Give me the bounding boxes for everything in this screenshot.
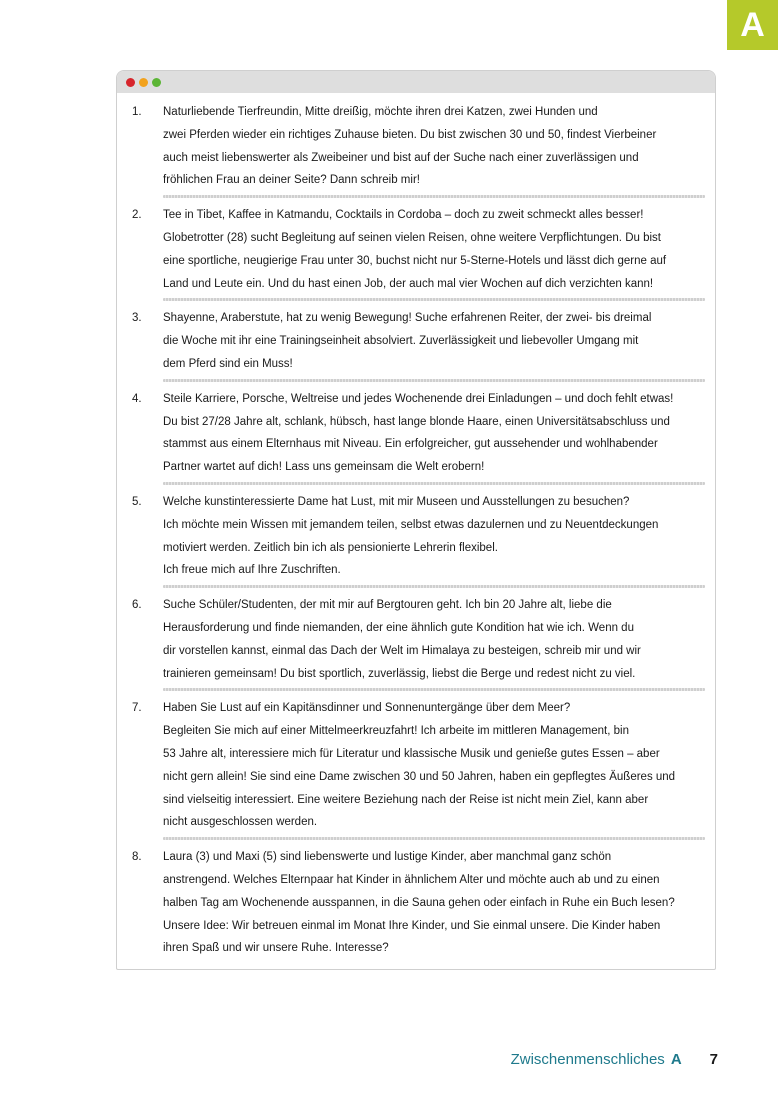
ad-text-line: Tee in Tibet, Kaffee in Katmandu, Cocktails in Cordoba – doch zu zweit schmeckt alles besser! xyxy=(163,209,644,222)
ad-text-line: Suche Schüler/Studenten, der mit mir auf Bergtouren geht. Ich bin 20 Jahre alt, liebe die xyxy=(163,599,612,612)
ad-text-line: Laura (3) und Maxi (5) sind liebenswerte und lustige Kinder, aber manchmal ganz schön xyxy=(163,851,612,864)
ad-number: 3. xyxy=(132,312,142,325)
ad-separator xyxy=(163,298,705,301)
ad-item xyxy=(117,697,717,834)
ad-text-line: eine sportliche, neugierige Frau unter 30, buchst nicht nur 5-Sterne-Hotels und lässt dich gerne auf xyxy=(163,254,667,267)
footer-section-title: Zwischenmenschliches xyxy=(510,1051,665,1068)
ad-text-line: Partner wartet auf dich! Lass uns gemeinsam die Welt erobern! xyxy=(163,461,485,474)
ad-text-line: nicht ausgeschlossen werden. xyxy=(163,816,318,829)
ad-text-line: Du bist 27/28 Jahre alt, schlank, hübsch, hast lange blonde Haare, einen Universitätsabschluss und xyxy=(163,415,670,428)
ad-number: 2. xyxy=(132,209,142,222)
ad-item xyxy=(117,594,717,685)
minimize-dot-icon xyxy=(139,78,148,87)
ad-text-line: ihren Spaß und wir unsere Ruhe. Interesse? xyxy=(163,942,389,955)
ad-text-line: Unsere Idee: Wir betreuen einmal im Monat Ihre Kinder, und Sie einmal unsere. Die Kinder haben xyxy=(163,919,661,932)
ad-separator xyxy=(163,195,705,198)
ad-number: 1. xyxy=(132,106,142,118)
ad-text-line: nicht gern allein! Sie sind eine Dame zwischen 30 und 50 Jahren, haben ein gepflegtes Äußeres und xyxy=(163,770,676,783)
ad-text-line: zwei Pferden wieder ein richtiges Zuhause bieten. Du bist zwischen 30 und 50, findest Vierbeiner xyxy=(163,128,657,141)
ad-text-line: dir vorstellen kannst, einmal das Dach der Welt im Himalaya zu besteigen, schreib mir und wir xyxy=(163,644,641,657)
ad-separator xyxy=(163,482,705,485)
ad-item xyxy=(117,307,717,375)
ad-item xyxy=(117,204,717,295)
chapter-tab: A xyxy=(727,0,778,50)
ad-number: 6. xyxy=(132,599,142,612)
window-titlebar xyxy=(117,71,715,93)
ad-number: 5. xyxy=(132,495,142,508)
ad-text-line: auch meist liebenswerter als Zweibeiner und bist auf der Suche nach einer zuverlässigen und xyxy=(163,151,639,164)
ad-text-line: Ich freue mich auf Ihre Zuschriften. xyxy=(163,564,341,577)
ad-separator xyxy=(163,585,705,588)
ad-text-line: stammst aus einem Elternhaus mit Niveau. Ein erfolgreicher, gut aussehender und wohlhabender xyxy=(163,438,658,451)
ad-number: 4. xyxy=(132,392,142,405)
ad-text-line: Ich möchte mein Wissen mit jemandem teilen, selbst etwas dazulernen und zu Neuentdeckungen xyxy=(163,518,659,531)
ad-text-line: Haben Sie Lust auf ein Kapitänsdinner und Sonnenuntergänge über dem Meer? xyxy=(163,702,571,715)
ad-list xyxy=(117,101,717,960)
ad-separator xyxy=(163,837,705,840)
ad-text-line: dem Pferd sind ein Muss! xyxy=(163,357,293,370)
ad-text-line: trainieren gemeinsam! Du bist sportlich, zuverlässig, liebst die Berge und redest nicht zu viel. xyxy=(163,667,636,680)
page-footer xyxy=(511,1048,718,1072)
ad-text-line: Land und Leute ein. Und du hast einen Job, der auch mal vier Wochen auf dich verzichten kann! xyxy=(163,277,654,290)
ad-item xyxy=(117,388,717,479)
ad-item xyxy=(117,101,717,192)
ad-text-line: fröhlichen Frau an deiner Seite? Dann schreib mir! xyxy=(163,174,420,187)
ad-separator xyxy=(163,379,705,382)
footer-chapter: A xyxy=(670,1051,682,1068)
ad-number: 8. xyxy=(132,851,142,864)
ad-separator xyxy=(163,688,705,691)
ad-text-line: motiviert werden. Zeitlich bin ich als pensionierte Lehrerin flexibel. xyxy=(163,541,498,554)
ad-text-line: Steile Karriere, Porsche, Weltreise und jedes Wochenende drei Einladungen – und doch fehlt etwas! xyxy=(163,392,674,405)
maximize-dot-icon xyxy=(152,78,161,87)
ad-text-line: Herausforderung und finde niemanden, der eine ähnlich gute Kondition hat wie ich. Wenn du xyxy=(163,621,634,634)
ad-text-line: Begleiten Sie mich auf einer Mittelmeerkreuzfahrt! Ich arbeite im mittleren Management, bin xyxy=(163,725,629,738)
ad-item xyxy=(117,491,717,582)
ad-text-line: sind vielseitig interessiert. Eine weitere Beziehung nach der Reise ist nicht mein Ziel, kann aber xyxy=(163,793,649,806)
ad-text-line: die Woche mit ihr eine Trainingseinheit absolviert. Zuverlässigkeit und liebevoller Umgang mit xyxy=(163,335,639,348)
ad-number: 7. xyxy=(132,702,142,715)
ad-text-line: Globetrotter (28) sucht Begleitung auf seinen vielen Reisen, ohne weitere Verpflichtungen. Du bist xyxy=(163,231,661,244)
close-dot-icon xyxy=(126,78,135,87)
ad-text-line: Shayenne, Araberstute, hat zu wenig Bewegung! Suche erfahrenen Reiter, der zwei- bis dreimal xyxy=(163,312,652,325)
ad-window xyxy=(116,70,716,970)
ad-text-line: halben Tag am Wochenende ausspannen, in die Sauna gehen oder einfach in Ruhe ein Buch lesen? xyxy=(163,896,675,909)
page-number: 7 xyxy=(709,1051,718,1068)
ad-text-line: Naturliebende Tierfreundin, Mitte dreißig, möchte ihren drei Katzen, zwei Hunden und xyxy=(163,106,598,118)
ad-text-line: anstrengend. Welches Elternpaar hat Kinder in ähnlichem Alter und möchte auch ab und zu einen xyxy=(163,873,660,886)
ad-text-line: Welche kunstinteressierte Dame hat Lust, mit mir Museen und Ausstellungen zu besuchen? xyxy=(163,495,630,508)
ad-text-line: 53 Jahre alt, interessiere mich für Literatur und klassische Musik und genieße gutes Essen – aber xyxy=(163,747,660,760)
ad-item xyxy=(117,846,717,960)
